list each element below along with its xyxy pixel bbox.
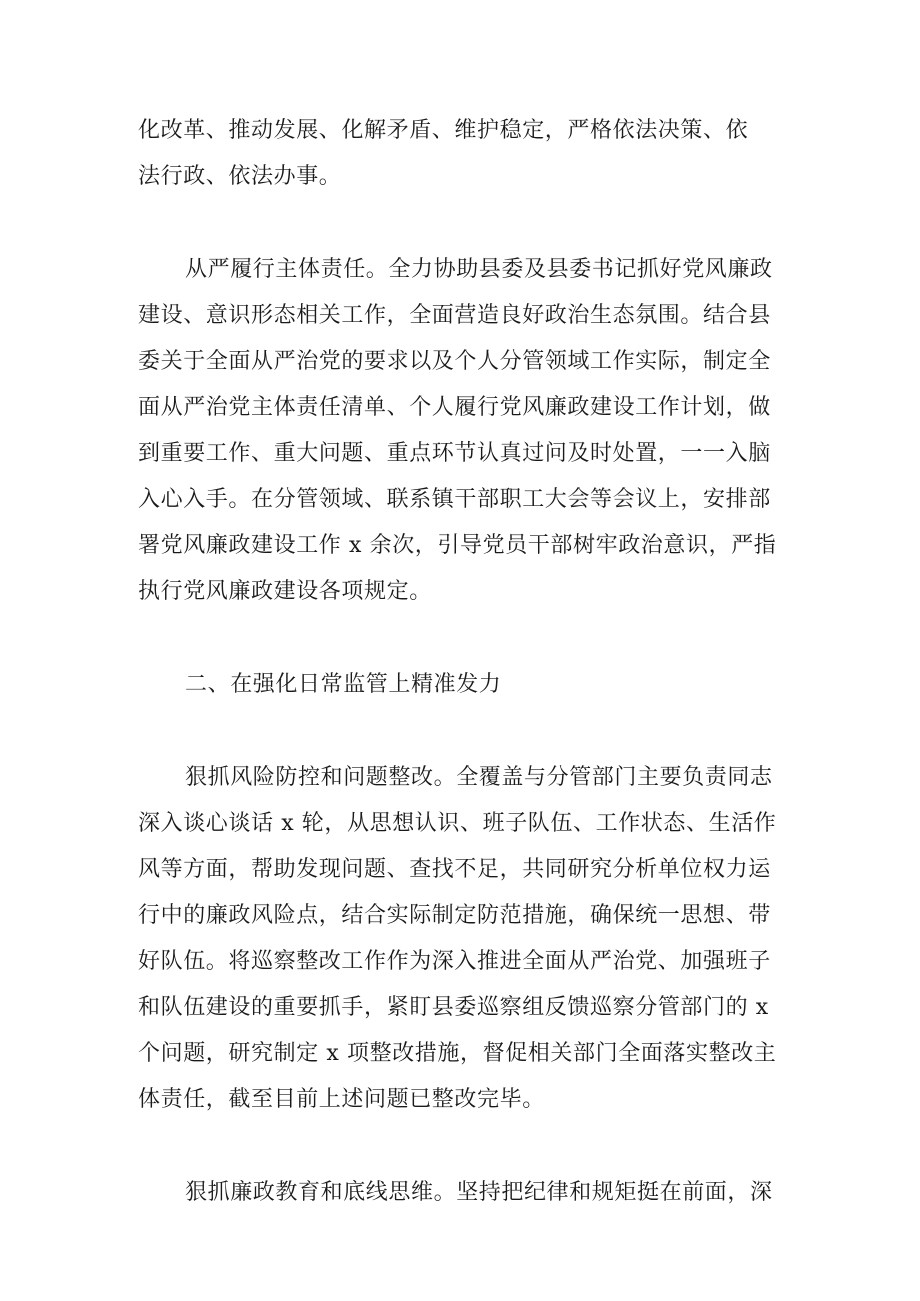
paragraph-risk-control bbox=[138, 755, 788, 1123]
text-line: 狠抓风险防控和问题整改。全覆盖与分管部门主要负责同志 bbox=[185, 765, 773, 790]
text-line: 从严履行主体责任。全力协助县委及县委书记抓好党风廉政 bbox=[185, 257, 773, 282]
text-line: 个问题，研究制定 x 项整改措施，督促相关部门全面落实整改主 bbox=[138, 1041, 777, 1066]
text-line: 到重要工作、重大问题、重点环节认真过问及时处置，一一入脑 bbox=[138, 441, 771, 466]
text-line: 建设、意识形态相关工作，全面营造良好政治生态氛围。结合县 bbox=[138, 303, 771, 328]
paragraph-subject-responsibility bbox=[138, 247, 788, 615]
text-line: 执行党风廉政建设各项规定。 bbox=[138, 579, 432, 604]
paragraph-gap bbox=[138, 1123, 788, 1170]
paragraph-gap bbox=[138, 200, 788, 247]
text-line: 好队伍。将巡察整改工作作为深入推进全面从严治党、加强班子 bbox=[138, 949, 771, 974]
text-line: 狠抓廉政教育和底线思维。坚持把纪律和规矩挺在前面，深 bbox=[185, 1180, 773, 1205]
section-heading bbox=[138, 662, 788, 708]
text-line: 化改革、推动发展、化解矛盾、维护稳定，严格依法决策、依 bbox=[138, 118, 749, 143]
paragraph-integrity-education bbox=[138, 1170, 788, 1216]
text-line: 和队伍建设的重要抓手，紧盯县委巡察组反馈巡察分管部门的 x bbox=[138, 995, 769, 1020]
text-line: 入心入手。在分管领域、联系镇干部职工大会等会议上，安排部 bbox=[138, 487, 771, 512]
text-line: 深入谈心谈话 x 轮，从思想认识、班子队伍、工作状态、生活作 bbox=[138, 811, 777, 836]
text-line: 体责任，截至目前上述问题已整改完毕。 bbox=[138, 1087, 545, 1112]
text-line: 署党风廉政建设工作 x 余次，引导党员干部树牢政治意识，严指 bbox=[138, 533, 777, 558]
text-line: 风等方面，帮助发现问题、查找不足，共同研究分析单位权力运 bbox=[138, 857, 771, 882]
text-line: 委关于全面从严治党的要求以及个人分管领域工作实际，制定全 bbox=[138, 349, 771, 374]
text-line: 面从严治党主体责任清单、个人履行党风廉政建设工作计划，做 bbox=[138, 395, 771, 420]
heading-line: 二、在强化日常监管上精准发力 bbox=[185, 672, 502, 697]
text-line: 法行政、依法办事。 bbox=[138, 164, 342, 189]
text-line: 行中的廉政风险点，结合实际制定防范措施，确保统一思想、带 bbox=[138, 903, 771, 928]
document-page bbox=[138, 108, 788, 1216]
paragraph-gap bbox=[138, 615, 788, 662]
paragraph-continuation bbox=[138, 108, 788, 200]
paragraph-gap bbox=[138, 708, 788, 755]
